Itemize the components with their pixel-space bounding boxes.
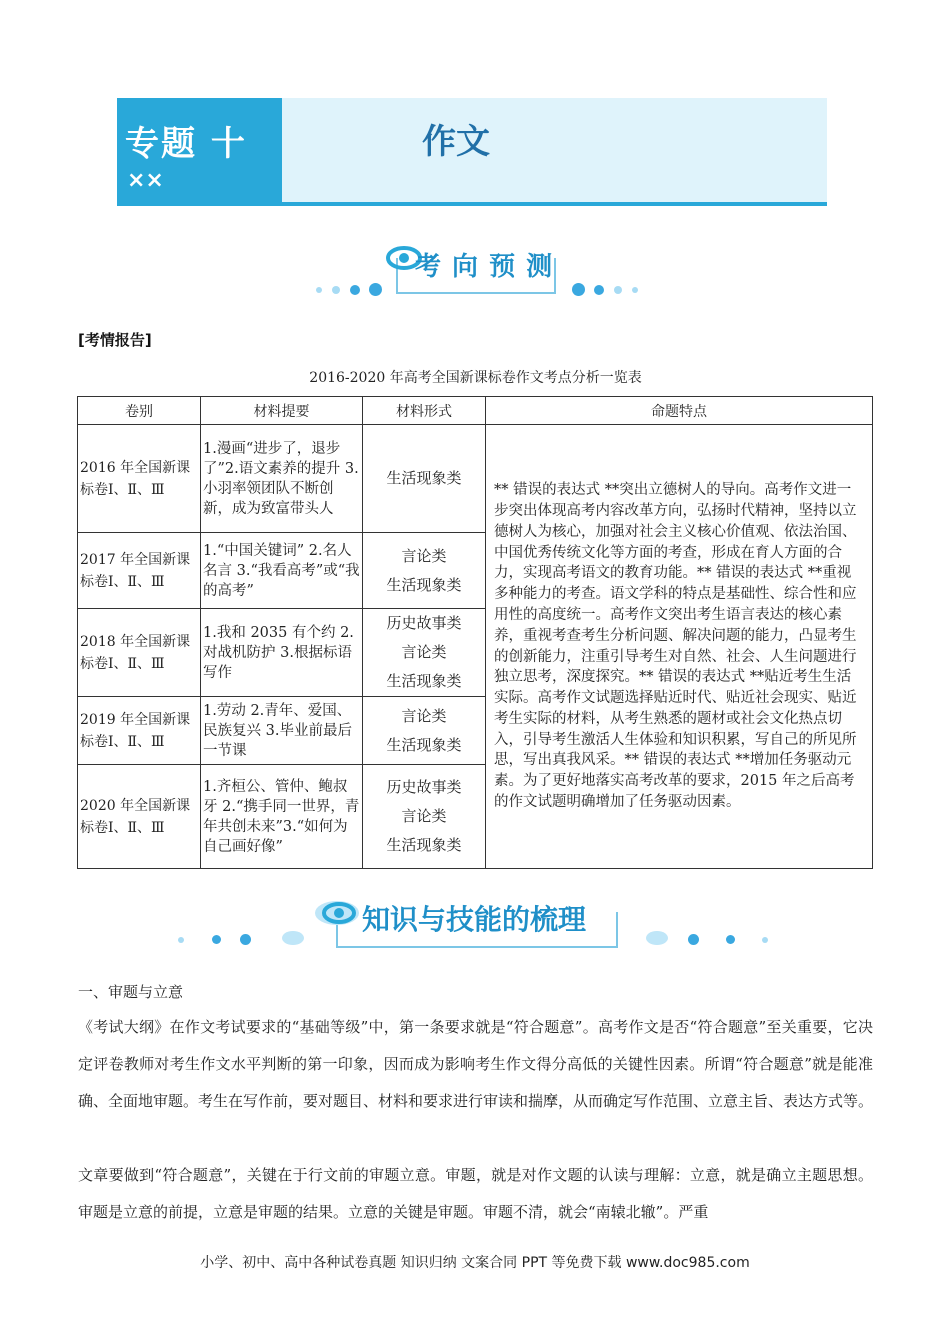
form-item: 生活现象类 [386,735,462,754]
decor-dot [369,283,382,296]
decor-dot [688,934,699,945]
form-cell [363,697,486,765]
topic-title-block [282,98,827,202]
form-cell [363,425,486,533]
material-cell: 1.劳动 2.青年、爱国、民族复兴 3.毕业前最后一节课 [201,697,363,765]
volume-cell: 2020 年全国新课标卷Ⅰ、Ⅱ、Ⅲ [78,765,201,869]
table-caption: 2016-2020 年高考全国新课标卷作文考点分析一览表 [309,370,642,386]
decor-dot [178,937,184,943]
decor-dot [332,286,340,294]
analysis-table [77,396,873,869]
decor-dot [632,287,638,293]
form-cell [363,609,486,697]
form-item: 生活现象类 [386,836,462,854]
decor-dot [762,937,768,943]
body-paragraph: 文章要做到“符合题意”，关键在于行文前的审题立意。审题，就是对作文题的认读与理解：立意，就是确立主题思想。审题是立意的前提，立意是审题的结果。立意的关键是审题。审题不清，就会“南辕北辙”。严重 [78,1166,873,1221]
decor-dot [594,285,604,295]
report-label: [考情报告] [78,331,152,349]
form-item: 生活现象类 [386,469,462,487]
forecast-section-title: 考 向 预 测 [415,252,554,282]
eye-icon [312,898,362,928]
form-item: 言论类 [401,706,447,725]
decor-oval [282,931,304,945]
decor-dot [572,283,585,296]
decor-dot [316,287,322,293]
column-header: 命题特点 [486,397,873,425]
volume-cell: 2019 年全国新课标卷Ⅰ、Ⅱ、Ⅲ [78,697,201,765]
form-item: 生活现象类 [386,672,462,690]
topic-label-block [117,98,282,202]
material-cell: 1.“中国关键词” 2.名人名言 3.“我看高考”或“我的高考” [201,533,363,609]
decor-dot [614,286,622,294]
knowledge-section-title: 知识与技能的梳理 [362,903,587,936]
form-cell [363,765,486,869]
volume-cell: 2018 年全国新课标卷Ⅰ、Ⅱ、Ⅲ [78,609,201,697]
form-item: 历史故事类 [386,614,462,632]
topic-banner [117,98,827,204]
table-row [78,425,873,533]
decor-dot [240,934,251,945]
form-item: 历史故事类 [386,778,462,796]
page-footer: 小学、初中、高中各种试卷真题 知识归纳 文案合同 PPT 等免费下载 www.doc985.com [200,1255,750,1271]
volume-cell: 2016 年全国新课标卷Ⅰ、Ⅱ、Ⅲ [78,425,201,533]
table-header-row [78,397,873,425]
decor-dot [726,935,735,944]
page-title: 作文 [422,122,490,162]
body-paragraph: 《考试大纲》在作文考试要求的“基础等级”中，第一条要求就是“符合题意”。高考作文是否“符合题意”至关重要，它决定评卷教师对考生作文水平判断的第一印象，因而成为影响考生作文得分高低的关键性因素。所谓“符合题意”就是能准确、全面地审题。考生在写作前，要对题目、材料和要求进行审读和揣摩，从而确定写作范围、立意主旨、表达方式等。 [78,1018,874,1110]
form-cell [363,533,486,609]
form-item: 言论类 [401,807,447,825]
column-header: 卷别 [78,397,201,425]
decor-dot [350,285,360,295]
column-header: 材料形式 [363,397,486,425]
form-item: 言论类 [401,643,447,661]
material-cell: 1.我和 2035 有个约 2.对战机防护 3.根据标语写作 [201,609,363,697]
banner-underline [117,202,827,206]
knowledge-section-heading [300,890,640,952]
topic-label: 专题 十 [125,124,247,164]
material-cell: 1.漫画“进步了，退步了”2.语文素养的提升 3.小羽率领团队不断创新，成为致富带头人 [201,425,363,533]
topic-sub: ×× [127,168,164,193]
column-header: 材料提要 [201,397,363,425]
form-item: 言论类 [401,546,447,565]
form-item: 生活现象类 [386,575,462,594]
material-cell: 1.齐桓公、管仲、鲍叔牙 2.“携手同一世界，青年共创未来”3.“如何为自己画好像” [201,765,363,869]
features-cell: ** 错误的表达式 **突出立德树人的导向。高考作文进一步突出体现高考内容改革方向，弘扬时代精神，坚持以立德树人为核心，加强对社会主义核心价值观、依法治国、中国优秀传统文化等方面的考查，形成在育人方面的合力，实现高考语文的教育功能。** 错误的表达式 **重视多种能力的考查。语文学科的特点是基础性、综合性和应用性的高度统一。高考作文突出考生语言表达的核心素养，重视考查考生分析问题、解决问题的能力，凸显考生的创新能力，注重引导考生对自然、社会、人生问题进行独立思考，深度探究。** 错误的表达式 **贴近考生生活实际。高考作文试题选择贴近时代、贴近社会现实、贴近考生实际的材料，从考生熟悉的题材或社会文化热点切入，引导考生激活人生体验和知识积累，写自己的所见所思，写出真我风采。** 错误的表达式 **增加任务驱动元素。为了更好地落实高考改革的要求，2015 年之后高考的作文试题明确增加了任务驱动因素。 [486,425,873,869]
section-heading: 一、审题与立意 [78,983,184,1001]
decor-dot [212,935,221,944]
decor-oval [646,931,668,945]
volume-cell: 2017 年全国新课标卷Ⅰ、Ⅱ、Ⅲ [78,533,201,609]
